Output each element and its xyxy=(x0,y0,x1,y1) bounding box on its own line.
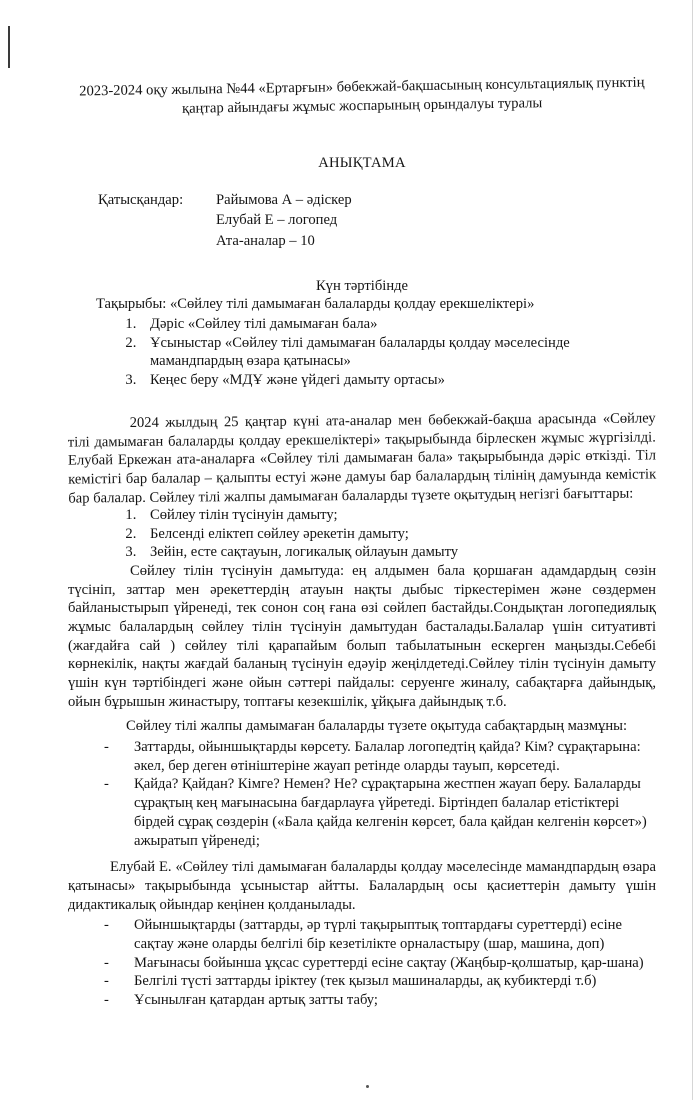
games-list xyxy=(68,916,656,1009)
direction-item: 1. Сөйлеу тілін түсінуін дамыту; xyxy=(140,506,656,525)
participants-label: Қатысқандар: xyxy=(98,191,184,208)
paragraph-2: Сөйлеу тілін түсінуін дамытуда: ең алдымен бала қоршаған адамдардың сөзін түсініп, заттар мен әрекеттердің атауын нақты дыбыс тіркестерімен және сөздермен байланыстырып үйренеді, тек сонон соң ғана өзі сөйлеп бастайды.Сондықтан логопедиялық жұмыс балалардың сөйлеу тілін түсінуін дамытудан басталады.Балалар үшін ситуативті (жағдайға сай ) сөйлеу тілі қарапайым болып табылатынын ескерген маңызды.Себебі көрнекілік, нақты жағдай баланың түсінуін едәуір жеңілдетеді.Сөйлеу тілін түсінуін дамыту үшін күн тәртібіндегі және ойын сәттері пайдалы: серуенге жиналу, сабақтарға дайындық, ойын бұрышын жинастыру, топтағы кезекшілік, ұйқыға дайындық т.б. xyxy=(68,563,656,710)
game-item: - Ойыншықтарды (заттарды, әр түрлі тақырыптық топтардағы суреттерді) есіне сақтау және оларды белгілі бір кезетілікте орналастыру (шар, машина, доп) xyxy=(134,916,656,953)
title-line-2: қаңтар айындағы жұмыс жоспарының орындалуы туралы xyxy=(181,95,543,117)
game-item: - Ұсынылған қатардан артық затты табу; xyxy=(134,991,656,1010)
document-title xyxy=(68,73,657,120)
participant: Ата-аналар – 10 xyxy=(216,233,315,250)
game-item: - Мағынасы бойынша ұқсас суреттерді есіне сақтау (Жаңбыр-қолшатыр, қар-шана) xyxy=(134,954,656,973)
content-list xyxy=(68,738,656,850)
paragraph-3: Елубай Е. «Сөйлеу тілі дамымаған балаларды қолдау мәселесінде мамандпардың өзара қатынасы» тақырыбында ұсыныстар айтты. Балалардың осы қасиеттерін дамыту үшін дидактикалық ойындар кеңінен қолданылады. xyxy=(68,859,656,913)
agenda-item: 2. Ұсыныстар «Сөйлеу тілі дамымаған балаларды қолдау мәселесінде мамандпардың өзара қатынасы» xyxy=(140,334,656,371)
agenda-heading: Күн тәртібінде xyxy=(315,277,409,294)
participant: Елубай Е – логопед xyxy=(216,212,338,229)
participants-block xyxy=(98,191,656,251)
scan-speck xyxy=(366,1085,369,1088)
agenda-item: 1. Дәріс «Сөйлеу тілі дамымаған бала» xyxy=(140,315,656,334)
scan-edge-line xyxy=(692,0,693,1100)
direction-item: 2. Белсенді еліктеп сөйлеу әрекетін дамыту; xyxy=(140,525,656,544)
margin-mark xyxy=(8,26,10,68)
title-line-1: 2023-2024 оқу жылына №44 «Ертарғын» бөбекжай-бақшасының консультациялық пунктің xyxy=(79,74,645,100)
directions-list xyxy=(68,506,656,562)
document-body xyxy=(67,74,657,1010)
document-type: АНЫҚТАМА xyxy=(318,155,406,171)
agenda-list xyxy=(68,315,656,390)
paragraph-1: 2024 жылдың 25 қаңтар күні ата-аналар мен бөбекжай-бақша арасында «Сөйлеу тілі дамымаған балаларды қолдау ерекшеліктері» тақырыбында бірлескен жұмыс жүргізілді. Елубай Еркежан ата-аналарға «Сөйлеу тілі дамымаған бала» тақырыбында дәріс өткізді. Тіл кемістігі бар балалар – қалыпты естуі және дамуы бар балалардың тілінің дамуында кемістік бар балалар. Сөйлеу тілі жалпы дамымаған балаларды түзете оқытудың негізгі бағыттары: xyxy=(67,410,657,506)
agenda-item: 3. Кеңес беру «МДҰ және үйдегі дамыту ортасы» xyxy=(140,371,656,390)
content-heading: Сөйлеу тілі жалпы дамымаған балаларды түзете оқытуда сабақтардың мазмұны: xyxy=(126,718,628,735)
content-item: - Заттарды, ойыншықтарды көрсету. Балалар логопедтің қайда? Кім? сұрақтарына: әкел, бер деген өтініштеріне жауап ретінде оларды тауып, көрсетеді. xyxy=(134,738,656,775)
game-item: - Белгілі түсті заттарды іріктеу (тек қызыл машиналарды, ақ кубиктерді т.б) xyxy=(134,972,656,991)
direction-item: 3. Зейін, есте сақтауын, логикалық ойлауын дамыту xyxy=(140,543,656,562)
topic-line: Тақырыбы: «Сөйлеу тілі дамымаған балаларды қолдау ерекшеліктері» xyxy=(96,296,535,313)
content-item: - Қайда? Қайдан? Кімге? Немен? Не? сұрақтарына жестпен жауап беру. Балаларды сұрақтың кең мағынасына бағдарлауға үйретеді. Біртіндеп балалар етістіктері бірдей сұрақ сөздерін («Бала қайда келгенін көрсет, бала қайдан келгенін көрсет») ажыратып үйренеді; xyxy=(134,775,656,850)
participant: Райымова А – әдіскер xyxy=(216,191,352,208)
